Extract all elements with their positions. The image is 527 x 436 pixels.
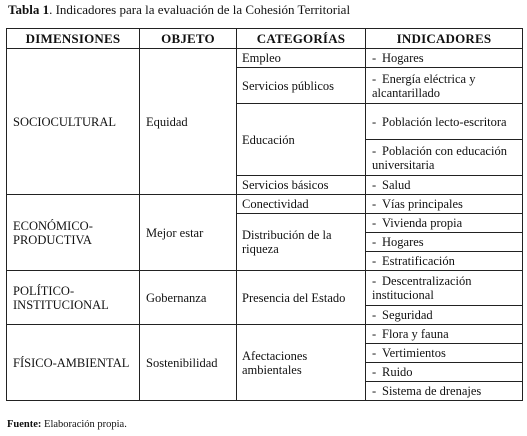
bullet-dash: - (372, 254, 377, 268)
indicator-text: Sistema de drenajes (382, 384, 482, 398)
indicator-text: Ruido (382, 365, 413, 379)
bullet-dash: - (372, 327, 377, 341)
bullet-dash: - (372, 274, 377, 288)
source-text: Elaboración propia. (41, 419, 127, 430)
dimension-cell: ECONÓMICO-PRODUCTIVA (7, 195, 140, 271)
indicator-text: Flora y fauna (382, 327, 449, 341)
header-dimensiones: DIMENSIONES (7, 29, 140, 49)
category-cell: Servicios públicos (237, 68, 366, 104)
category-cell: Afectaciones ambientales (237, 325, 366, 401)
indicator-text: Vías principales (382, 197, 463, 211)
indicator-cell (366, 363, 523, 382)
table-row (7, 49, 523, 68)
indicator-cell (366, 49, 523, 68)
header-indicadores: INDICADORES (366, 29, 523, 49)
indicator-text: Hogares (382, 51, 424, 65)
objeto-cell: Mejor estar (140, 195, 237, 271)
objeto-cell: Gobernanza (140, 271, 237, 325)
header-row (7, 29, 523, 49)
dimension-cell: POLÍTICO-INSTITUCIONAL (7, 271, 140, 325)
indicator-text: Población lecto-escritora (382, 114, 507, 129)
header-objeto: OBJETO (140, 29, 237, 49)
indicator-cell (366, 252, 523, 271)
caption-text: . Indicadores para la evaluación de la Cohesión Territorial (49, 2, 351, 17)
indicators-table (6, 28, 523, 401)
bullet-dash: - (372, 216, 377, 230)
bullet-dash: - (372, 71, 377, 86)
bullet-dash: - (372, 51, 377, 65)
objeto-cell: Equidad (140, 49, 237, 195)
table-row (7, 195, 523, 214)
bullet-dash: - (372, 384, 377, 398)
bullet-dash: - (372, 346, 377, 360)
indicator-text: Seguridad (382, 308, 433, 322)
indicator-cell (366, 382, 523, 401)
indicator-cell (366, 68, 523, 104)
table-source (7, 419, 127, 431)
indicator-text: Estratificación (382, 254, 455, 268)
indicator-cell (366, 195, 523, 214)
indicator-text: Salud (382, 178, 411, 192)
indicator-cell (366, 233, 523, 252)
category-cell: Servicios básicos (237, 176, 366, 195)
indicator-text: Vertimientos (382, 346, 446, 360)
caption-label: Tabla 1 (8, 2, 50, 17)
indicator-cell (366, 344, 523, 363)
bullet-dash: - (372, 143, 377, 158)
dimension-cell: SOCIOCULTURAL (7, 49, 140, 195)
indicator-cell (366, 271, 523, 306)
category-cell: Presencia del Estado (237, 271, 366, 325)
category-cell: Conectividad (237, 195, 366, 214)
source-label: Fuente: (7, 419, 42, 430)
indicator-cell (366, 176, 523, 195)
indicator-text: Energía eléctrica y alcantarillado (372, 71, 476, 100)
indicator-cell (366, 214, 523, 233)
indicator-cell (366, 140, 523, 176)
indicator-cell (366, 104, 523, 140)
bullet-dash: - (372, 235, 377, 249)
indicator-text: Hogares (382, 235, 424, 249)
indicator-cell (366, 306, 523, 325)
table-row (7, 271, 523, 306)
bullet-dash: - (372, 178, 377, 192)
table-caption (8, 2, 350, 18)
indicator-text: Población con educación universitaria (372, 143, 507, 172)
bullet-dash: - (372, 365, 377, 379)
dimension-cell: FÍSICO-AMBIENTAL (7, 325, 140, 401)
category-cell: Empleo (237, 49, 366, 68)
category-cell: Educación (237, 104, 366, 176)
bullet-dash: - (372, 114, 377, 129)
bullet-dash: - (372, 197, 377, 211)
header-categorias: CATEGORÍAS (237, 29, 366, 49)
indicator-cell (366, 325, 523, 344)
bullet-dash: - (372, 308, 377, 322)
table-row (7, 325, 523, 344)
category-cell: Distribución de la riqueza (237, 214, 366, 271)
indicator-text: Descentralización institucional (372, 274, 472, 302)
indicator-text: Vivienda propia (382, 216, 463, 230)
objeto-cell: Sostenibilidad (140, 325, 237, 401)
